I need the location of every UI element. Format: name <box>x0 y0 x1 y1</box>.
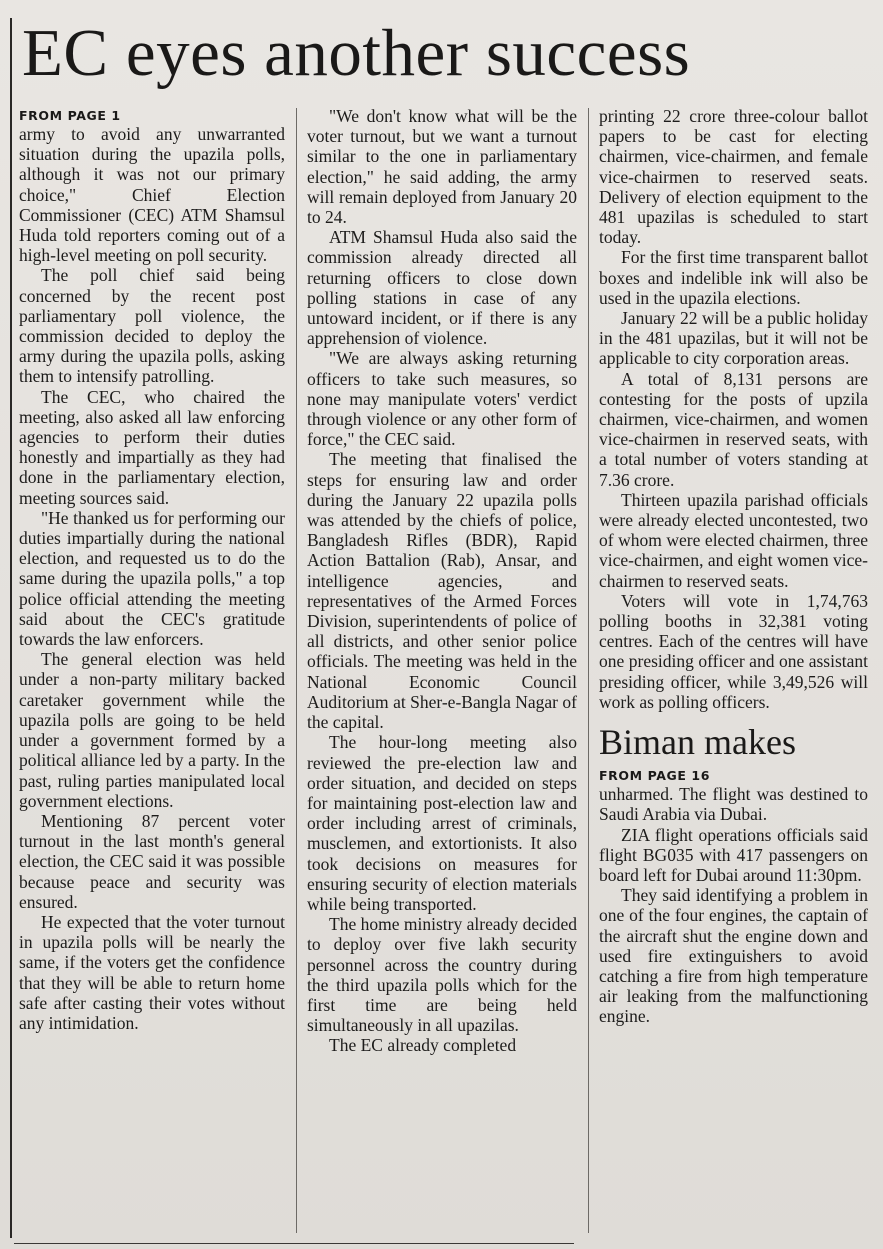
second-headline: Biman makes <box>599 722 796 763</box>
article-paragraph: The EC already completed <box>329 1035 517 1056</box>
article-paragraph: Thirteen upazila parishad officials were already elected uncontested, two of whom were elected chairmen, three vice-chairmen, and eight women vice-chairmen to reserved seats. <box>599 489 868 591</box>
article-paragraph: ZIA flight operations officials said flight BG035 with 417 passengers on board left for Dubai around 11:30pm. <box>599 824 868 885</box>
headline: EC eyes another success <box>22 16 691 90</box>
article-paragraph: The meeting that finalised the steps for ensuring law and order during the January 22 upazila polls was attended by the chiefs of police, Bangladesh Rifles (BDR), Rapid Action Battalion (Rab), Ansar, and intelligence agencies, and representatives of the Armed Forces Division, superintendents of police of all districts, and other senior police officials. The meeting was held in the National Economic Council Auditorium at Sher-e-Bangla Nagar of the capital. <box>307 449 577 733</box>
article-paragraph: The home ministry already decided to deploy over five lakh security personnel across the country during the third upazila polls which for the first time are being held simultaneously in all upazilas. <box>307 914 577 1036</box>
article-paragraph: printing 22 crore three-colour ballot papers to be cast for electing chairmen, vice-chairmen, and female vice-chairmen to reserved seats. Delivery of election equipment to the 481 upazilas is scheduled to start today. <box>599 106 868 248</box>
article-paragraph: ATM Shamsul Huda also said the commission already directed all returning officers to close down polling stations in case of any untoward incident, or if there is any apprehension of violence. <box>307 227 577 349</box>
article-column-2 <box>307 106 577 1236</box>
bottom-rule <box>14 1243 574 1244</box>
article-paragraph: Voters will vote in 1,74,763 polling booths in 32,381 voting centres. Each of the centres will have one presiding officer and one assistant presiding officer, while 3,49,526 will work as polling officers. <box>599 590 868 712</box>
article-paragraph: They said identifying a problem in one of the four engines, the captain of the aircraft shut the engine down and used fire extinguishers to avoid catching a fire from high temperature air leaking from the malfunctioning engine. <box>599 885 868 1027</box>
article-paragraph: The CEC, who chaired the meeting, also asked all law enforcing agencies to perform their duties honestly and impartially as they had done in the parliamentary election, meeting sources said. <box>19 386 285 508</box>
column-separator <box>588 108 589 1233</box>
article-column-3 <box>599 106 868 1241</box>
article-paragraph: Mentioning 87 percent voter turnout in the last month's general election, the CEC said it was possible because peace and security was ensured. <box>19 810 285 912</box>
article-paragraph: The poll chief said being concerned by the recent post parliamentary poll violence, the commission decided to deploy the army during the upazila polls, asking them to intensify patrolling. <box>19 265 285 387</box>
article-paragraph: The hour-long meeting also reviewed the pre-election law and order situation, and decided on steps for maintaining post-election law and order including arrest of criminals, musclemen, and extortionists. It also took decisions on measures for ensuring security of election materials while being transported. <box>307 732 577 914</box>
article-paragraph: For the first time transparent ballot boxes and indelible ink will also be used in the upazila elections. <box>599 247 868 308</box>
left-column-rule <box>10 18 12 1238</box>
article-paragraph: January 22 will be a public holiday in the 481 upazilas, but it will not be applicable to city corporation areas. <box>599 308 868 369</box>
article-paragraph: He expected that the voter turnout in upazila polls will be nearly the same, if the voters get the confidence that they will be able to return home safe after casting their votes without any intimidation. <box>19 911 285 1033</box>
column-separator <box>296 108 297 1233</box>
article-paragraph: "He thanked us for performing our duties impartially during the national election, and requested us to do the same during the upazila polls," a top police official attending the meeting said about the CEC's gratitude towards the law enforcers. <box>19 507 285 650</box>
article-paragraph: army to avoid any unwarranted situation during the upazila polls, although it was not our primary choice," Chief Election Commissioner (CEC) ATM Shamsul Huda told reporters coming out of a high-level meeting on poll security. <box>19 124 285 266</box>
article-paragraph: "We are always asking returning officers to take such measures, so none may manipulate voters' verdict through violence or any other form of force," the CEC said. <box>307 348 577 450</box>
article-paragraph: The general election was held under a non-party military backed caretaker government while the upazila polls are going to be held under a government formed by a political alliance led by a party. In the past, ruling parties manipulated local government elections. <box>19 649 285 811</box>
jump-kicker: FROM PAGE 1 <box>19 108 121 123</box>
article-paragraph: A total of 8,131 persons are contesting for the posts of upzila chairmen, vice-chairmen, and women vice-chairmen in reserved seats, with a total number of voters standing at 7.36 crore. <box>599 368 868 490</box>
article-paragraph: "We don't know what will be the voter turnout, but we want a turnout similar to the one in parliamentary election," he said adding, the army will remain deployed from January 20 to 24. <box>307 106 577 228</box>
jump-kicker-second: FROM PAGE 16 <box>599 768 711 784</box>
article-paragraph: unharmed. The flight was destined to Saudi Arabia via Dubai. <box>599 784 868 825</box>
article-column-1 <box>19 106 285 1236</box>
